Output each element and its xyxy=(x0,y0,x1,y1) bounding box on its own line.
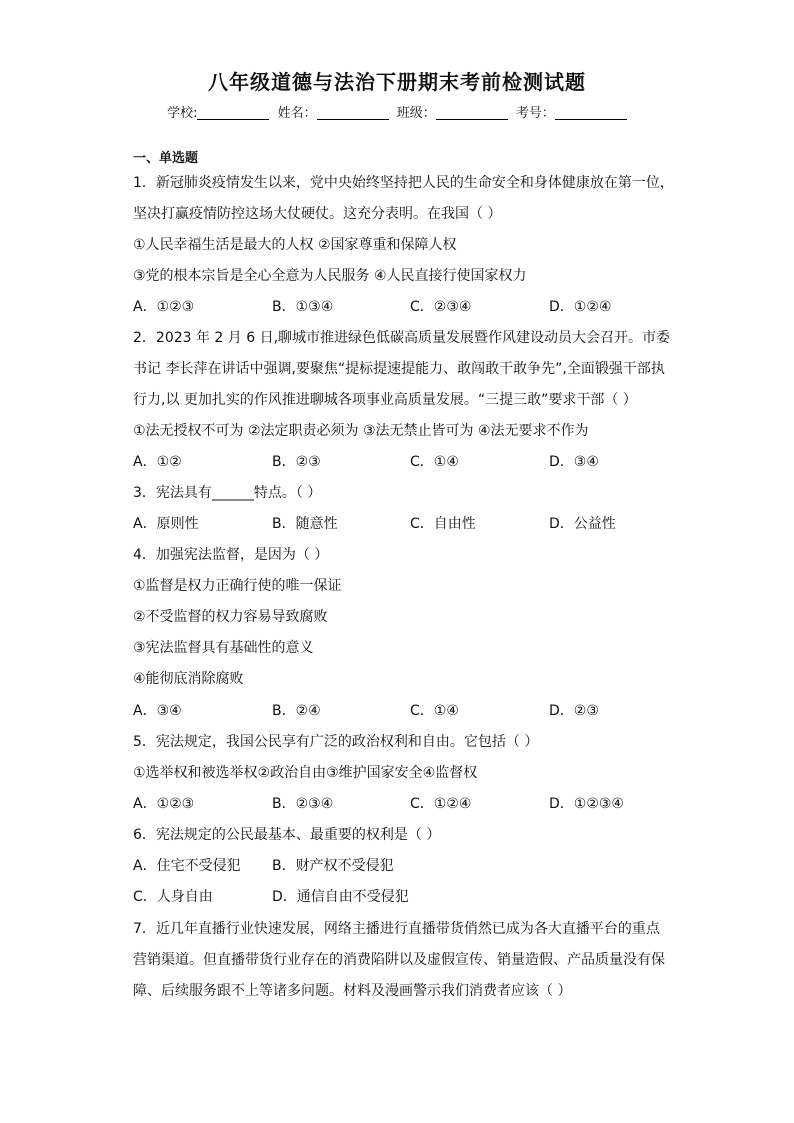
question-1-option-d: D．①②④ xyxy=(549,299,612,315)
question-2-stem-line: 行力,以 更加扎实的作风推进聊城各项事业高质量发展。“三提三敢”要求干部（ ） xyxy=(133,392,637,408)
question-4-item: ①监督是权力正确行使的唯一保证 xyxy=(133,578,342,594)
exam-number-label: 考号： xyxy=(515,106,555,121)
question-1-option-b: B．①③④ xyxy=(272,299,334,315)
question-6-option-d: D．通信自由不受侵犯 xyxy=(272,889,409,905)
exam-number-field xyxy=(516,102,627,121)
name-field xyxy=(278,102,389,121)
question-5-option-a: A．①②③ xyxy=(133,796,195,812)
school-field xyxy=(167,102,269,121)
question-2-item: ①法无授权不可为 ②法定职责必须为 ③法无禁止皆可为 ④法无要求不作为 xyxy=(133,423,589,439)
question-7-stem-line: 7．近几年直播行业快速发展，网络主播进行直播带货俏然已成为各大直播平台的重点 xyxy=(133,921,660,937)
question-2-option-b: B．②③ xyxy=(272,454,321,470)
name-label: 姓名： xyxy=(277,106,317,121)
question-3-stem-line: 3．宪法具有______特点。（ ） xyxy=(133,485,322,501)
question-2-option-d: D．③④ xyxy=(549,454,599,470)
question-4-item: ④能彻底消除腐败 xyxy=(133,671,244,687)
question-5-option-c: C．①②④ xyxy=(410,796,472,812)
question-1-stem-line: 1．新冠肺炎疫情发生以来，党中央始终坚持把人民的生命安全和身体健康放在第一位， xyxy=(133,175,674,191)
student-info-line xyxy=(0,102,794,121)
question-1-option-a: A．①②③ xyxy=(133,299,195,315)
class-field xyxy=(397,102,508,121)
page-title: 八年级道德与法治下册期末考前检测试题 xyxy=(208,70,586,94)
question-4-option-a: A．③④ xyxy=(133,703,182,719)
question-7-stem-line: 障、后续服务跟不上等诸多问题。材料及漫画警示我们消费者应该（ ） xyxy=(133,983,572,999)
question-1-item: ③党的根本宗旨是全心全意为人民服务 ④人民直接行使国家权力 xyxy=(133,268,527,284)
question-5-option-d: D．①②③④ xyxy=(549,796,624,812)
question-2-option-c: C．①④ xyxy=(410,454,459,470)
question-4-option-c: C．①④ xyxy=(410,703,459,719)
question-6-option-a: A．住宅不受侵犯 xyxy=(133,858,241,874)
question-1-stem-line: 坚决打赢疫情防控这场大仗硬仗。这充分表明。在我国（ ） xyxy=(133,206,502,222)
section-title: 一、单选题 xyxy=(133,151,199,166)
exam-number-blank xyxy=(555,105,627,120)
question-3-option-c: C．自由性 xyxy=(410,516,476,532)
question-4-item: ③宪法监督具有基础性的意义 xyxy=(133,640,314,656)
question-4-stem-line: 4．加强宪法监督，是因为（ ） xyxy=(133,547,329,563)
question-1-option-c: C．②③④ xyxy=(410,299,472,315)
question-4-item: ②不受监督的权力容易导致腐败 xyxy=(133,609,328,625)
question-5-option-b: B．②③④ xyxy=(272,796,334,812)
question-5-stem-line: 5．宪法规定，我国公民享有广泛的政治权利和自由。它包括（ ） xyxy=(133,734,539,750)
question-6-stem-line: 6．宪法规定的公民最基本、最重要的权利是（ ） xyxy=(133,827,441,843)
question-1-item: ①人民幸福生活是最大的人权 ②国家尊重和保障人权 xyxy=(133,237,457,253)
question-4-option-d: D．②③ xyxy=(549,703,599,719)
school-label: 学校: xyxy=(167,106,198,121)
question-3-option-b: B．随意性 xyxy=(272,516,338,532)
question-2-stem-line: 2．2023 年 2 月 6 日,聊城市推进绿色低碳高质量发展暨作风建设动员大会召开。市委 xyxy=(133,330,671,346)
question-5-item: ①选举权和被选举权②政治自由③维护国家安全④监督权 xyxy=(133,765,478,781)
class-label: 班级： xyxy=(396,106,436,121)
question-3-option-d: D．公益性 xyxy=(549,516,616,532)
school-blank xyxy=(197,105,269,120)
question-7-stem-line: 营销渠道。但直播带货行业存在的消费陷阱以及虚假宣传、销量造假、产品质量没有保 xyxy=(133,952,665,968)
name-blank xyxy=(317,105,389,120)
question-6-option-c: C．人身自由 xyxy=(133,889,213,905)
question-4-option-b: B．②④ xyxy=(272,703,321,719)
class-blank xyxy=(436,105,508,120)
question-2-stem-line: 书记 李长萍在讲话中强调,要聚焦“提标提速提能力、敢闯敢干敢争先”,全面锻强干部执 xyxy=(133,361,665,377)
question-6-option-b: B．财产权不受侵犯 xyxy=(272,858,394,874)
question-3-option-a: A．原则性 xyxy=(133,516,199,532)
question-2-option-a: A．①② xyxy=(133,454,182,470)
